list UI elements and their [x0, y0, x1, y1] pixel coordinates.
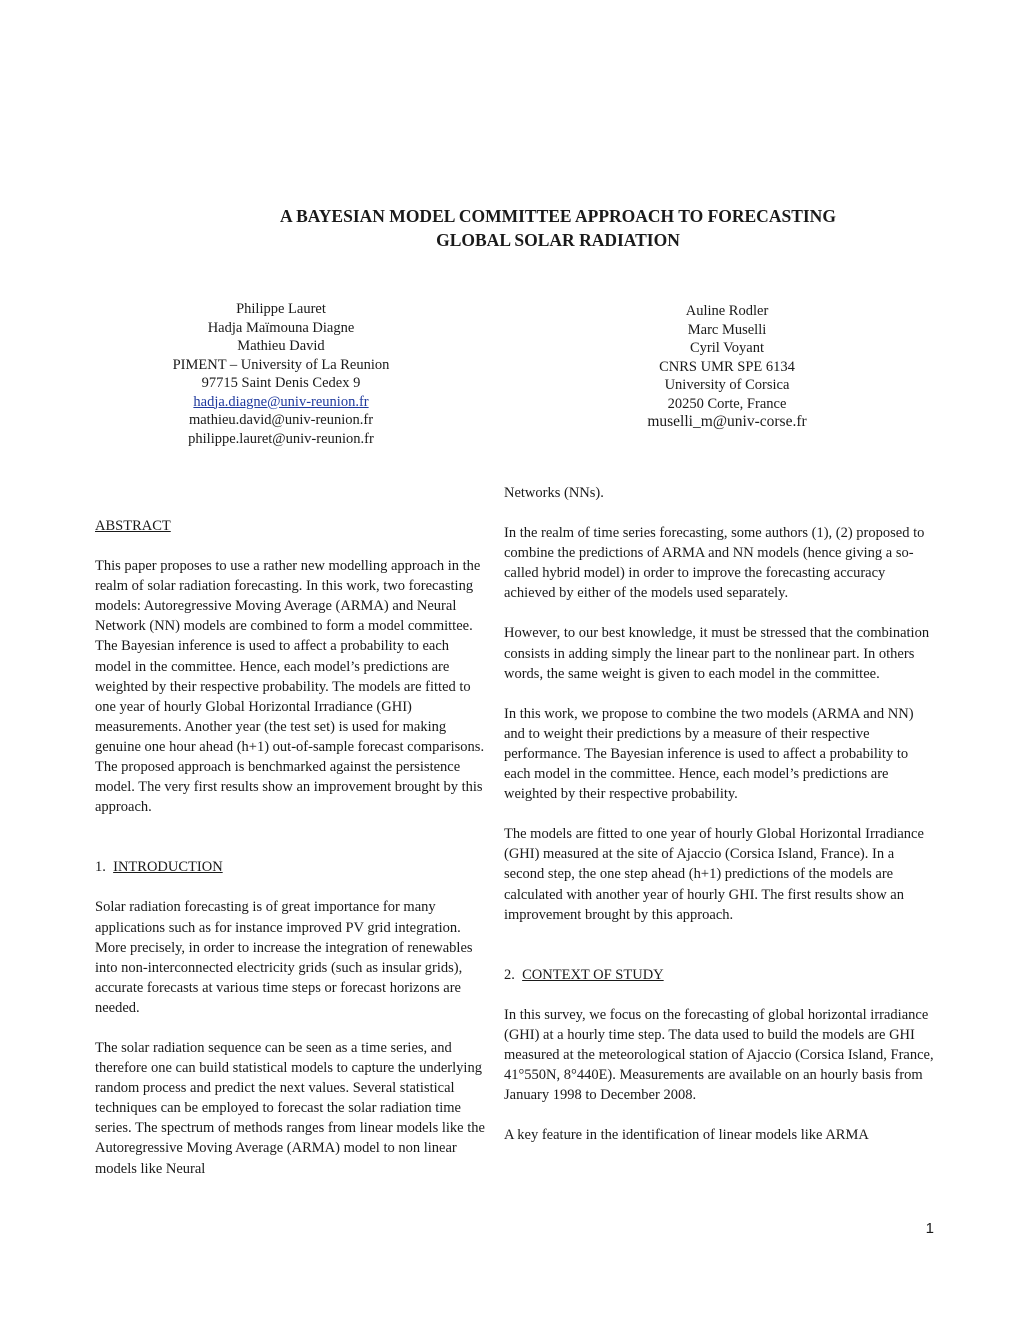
title-line-2: GLOBAL SOLAR RADIATION [436, 230, 680, 250]
affiliation: University of Corsica [664, 377, 790, 393]
paragraph: In the realm of time series forecasting, some authors (1), (2) proposed to combine the predictions of ARMA and NN models (hence giving a so-called hybrid model) in order to improve the forecasting accuracy achieved by either of the models used separately. [504, 525, 925, 602]
author-name: Hadja Maïmouna Diagne [207, 319, 355, 336]
email-link[interactable]: hadja.diagne@univ-reunion.fr [193, 393, 369, 410]
paper-title [160, 204, 956, 252]
paragraph: Solar radiation forecasting is of great importance for many applications such as for instance improved PV grid integration. More precisely, in order to increase the integration of renewables into non-interconnected electricity grids (such as insular grids), accurate forecasts at various time steps or forecast horizons are needed. [95, 899, 473, 1016]
address: 20250 Corte, France [667, 395, 787, 412]
paragraph: The solar radiation sequence can be seen as a time series, and therefore one can build statistical models to capture the underlying random process and predict the next values. Several statistical techniques can be employed to forecast the solar radiation time series. The spectrum of methods ranges from linear models like the Autoregressive Moving Average (ARMA) model to non linear models like Neural [95, 1039, 485, 1177]
author-name: Philippe Lauret [236, 301, 326, 317]
paragraph: A key feature in the identification of linear models like ARMA [504, 1127, 869, 1144]
abstract-heading: ABSTRACT [95, 518, 171, 534]
email: philippe.lauret@univ-reunion.fr [188, 430, 374, 447]
authors-right-block [590, 302, 864, 432]
affiliation: PIMENT – University of La Reunion [172, 356, 390, 373]
email: muselli_m@univ-corse.fr [647, 413, 807, 430]
title-line-1: A BAYESIAN MODEL COMMITTEE APPROACH TO FORECASTING [280, 206, 836, 226]
paragraph: Networks (NNs). [504, 485, 604, 501]
page-number: 1 [925, 1220, 934, 1237]
abstract-text: This paper proposes to use a rather new modelling approach in the realm of solar radiation forecasting. In this work, two forecasting models: Autoregressive Moving Average (ARMA) and Neural Network (NN) models are combined to form a model committee. The Bayesian inference is used to affect a probability to each model in the committee. Hence, each model’s predictions are weighted by their respective probability. The models are fitted to one year of hourly Global Horizontal Irradiance (GHI) measurements. Another year (the test set) is used for making genuine one hour ahead (h+1) out-of-sample forecast comparisons. The proposed approach is benchmarked against the persistence model. The very first results show an improvement brought by this approach. [95, 558, 485, 816]
paragraph: However, to our best knowledge, it must be stressed that the combination consists in adding simply the linear part to the nonlinear part. In others words, the same weight is given to each model in the committee. [504, 625, 930, 682]
email: mathieu.david@univ-reunion.fr [188, 412, 374, 428]
introduction-heading: 1. INTRODUCTION [95, 859, 223, 876]
context-heading: 2. CONTEXT OF STUDY [504, 966, 664, 983]
authors-left-block [140, 300, 422, 448]
author-name: Mathieu David [237, 338, 325, 354]
affiliation: CNRS UMR SPE 6134 [659, 358, 795, 375]
address: 97715 Saint Denis Cedex 9 [201, 375, 361, 391]
author-name: Auline Rodler [685, 303, 769, 319]
left-column [95, 516, 487, 1179]
author-name: Marc Muselli [687, 321, 767, 338]
paragraph: In this survey, we focus on the forecasting of global horizontal irradiance (GHI) at a hourly time step. The data used to build the models are GHI measured at the meteorological station of Ajaccio (Corsica Island, France, 41°550N, 8°440E). Measurements are available on an hourly basis from January 1998 to December 2008. [504, 1006, 934, 1104]
paragraph: The models are fitted to one year of hourly Global Horizontal Irradiance (GHI) measured at the site of Ajaccio (Corsica Island, France). In a second step, the one step ahead (h+1) predictions of the models are calculated with another year of hourly GHI. The first results show an improvement brought by this approach. [504, 826, 924, 923]
author-name: Cyril Voyant [690, 340, 764, 356]
right-column [504, 483, 934, 1145]
paragraph: In this work, we propose to combine the two models (ARMA and NN) and to weight their predictions by a measure of their respective performance. The Bayesian inference is used to affect a probability to each model in the committee. Hence, each model’s predictions are weighted by their respective probability. [504, 705, 914, 803]
